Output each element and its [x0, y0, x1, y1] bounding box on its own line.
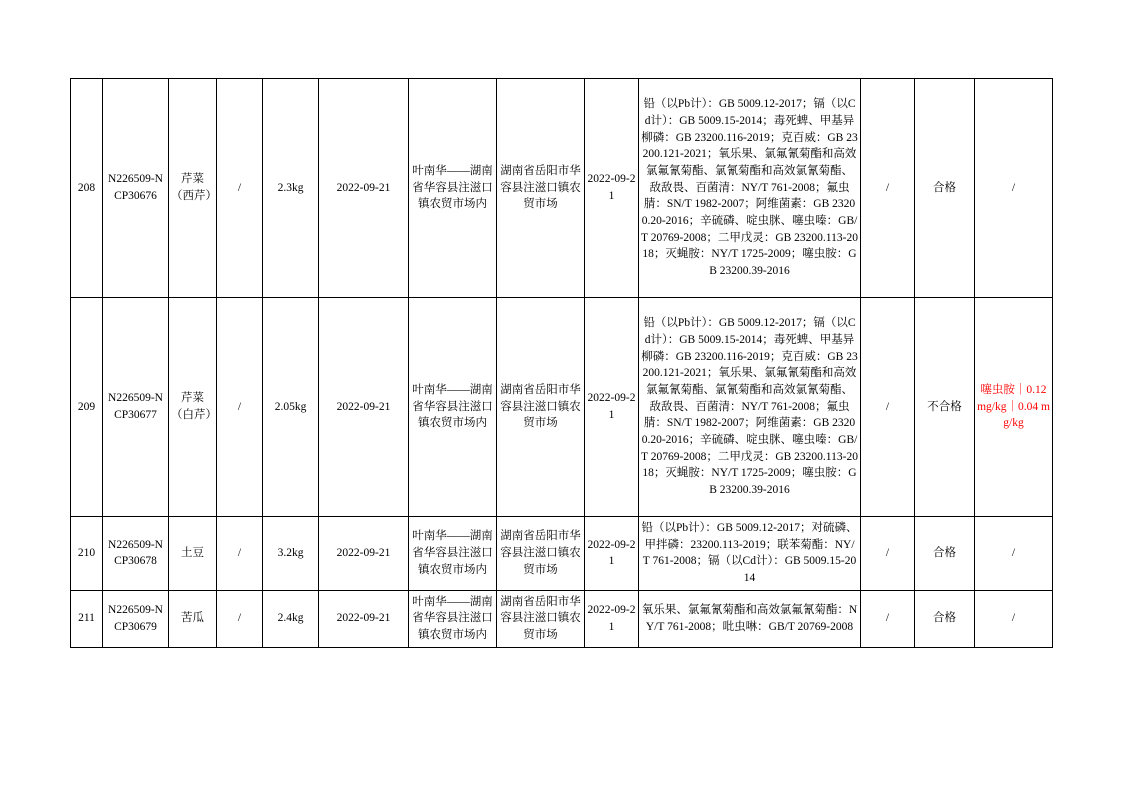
cell-result: 合格 [915, 517, 975, 591]
cell-inspection-items: 铅（以Pb计）：GB 5009.12-2017；镉（以Cd计）：GB 5009.15-2014；毒死蜱、甲基异柳磷：GB 23200.116-2019；克百威：GB 23200.121-2021；氧乐果、氯氟氰菊酯和高效氯氟氰菊酯、氯氰菊酯和高效氯氰菊酯、敌敌畏、百菌清：NY/T 761-2008；氟虫腈：SN/T 1982-2007；阿维菌素：GB 23200.20-2016；辛硫磷、啶虫脒、噻虫嗪：GB/T 20769-2008；二甲戊灵：GB 23200.113-2018；灭蝇胺：NY/T 1725-2009；噻虫胺：GB 23200.39-2016 [639, 298, 861, 517]
cell-seller: 湖南省岳阳市华容县注滋口镇农贸市场 [497, 517, 585, 591]
cell-product-name: 土豆 [169, 517, 217, 591]
cell-product-name: 芹菜（白芹） [169, 298, 217, 517]
cell-report-date: 2022-09-21 [585, 517, 639, 591]
table-row [71, 517, 1053, 591]
cell-blank: / [861, 517, 915, 591]
cell-note: / [975, 79, 1053, 298]
table-row [71, 79, 1053, 298]
cell-blank: / [861, 590, 915, 647]
cell-quantity: 2.05kg [263, 298, 319, 517]
cell-sampling-date: 2022-09-21 [319, 79, 409, 298]
cell-producer: 叶南华——湖南省华容县注滋口镇农贸市场内 [409, 298, 497, 517]
cell-sampling-date: 2022-09-21 [319, 517, 409, 591]
cell-sampling-date: 2022-09-21 [319, 590, 409, 647]
cell-index: 208 [71, 79, 103, 298]
cell-quantity: 2.4kg [263, 590, 319, 647]
cell-report-date: 2022-09-21 [585, 590, 639, 647]
inspection-table [70, 78, 1053, 648]
cell-producer: 叶南华——湖南省华容县注滋口镇农贸市场内 [409, 590, 497, 647]
cell-product-name: 芹菜（西芹） [169, 79, 217, 298]
cell-sample-code: N226509-NCP30679 [103, 590, 169, 647]
cell-sample-code: N226509-NCP30677 [103, 298, 169, 517]
cell-quantity: 2.3kg [263, 79, 319, 298]
cell-sampling-date: 2022-09-21 [319, 298, 409, 517]
cell-blank: / [861, 79, 915, 298]
cell-inspection-items: 铅（以Pb计）：GB 5009.12-2017；镉（以Cd计）：GB 5009.15-2014；毒死蜱、甲基异柳磷：GB 23200.116-2019；克百威：GB 23200.121-2021；氧乐果、氯氟氰菊酯和高效氯氟氰菊酯、氯氰菊酯和高效氯氰菊酯、敌敌畏、百菌清：NY/T 761-2008；氟虫腈：SN/T 1982-2007；阿维菌素：GB 23200.20-2016；辛硫磷、啶虫脒、噻虫嗪：GB/T 20769-2008；二甲戊灵：GB 23200.113-2018；灭蝇胺：NY/T 1725-2009；噻虫胺：GB 23200.39-2016 [639, 79, 861, 298]
cell-producer: 叶南华——湖南省华容县注滋口镇农贸市场内 [409, 79, 497, 298]
cell-inspection-items: 氧乐果、氯氟氰菊酯和高效氯氟氰菊酯：NY/T 761-2008；吡虫啉：GB/T 20769-2008 [639, 590, 861, 647]
cell-producer: 叶南华——湖南省华容县注滋口镇农贸市场内 [409, 517, 497, 591]
cell-quantity: 3.2kg [263, 517, 319, 591]
cell-spec: / [217, 517, 263, 591]
cell-note: 噻虫胺｜0.12 mg/kg｜0.04 mg/kg [975, 298, 1053, 517]
cell-seller: 湖南省岳阳市华容县注滋口镇农贸市场 [497, 79, 585, 298]
cell-seller: 湖南省岳阳市华容县注滋口镇农贸市场 [497, 298, 585, 517]
cell-sample-code: N226509-NCP30676 [103, 79, 169, 298]
table-row [71, 590, 1053, 647]
cell-index: 210 [71, 517, 103, 591]
cell-result: 不合格 [915, 298, 975, 517]
cell-index: 211 [71, 590, 103, 647]
cell-spec: / [217, 298, 263, 517]
cell-result: 合格 [915, 590, 975, 647]
cell-inspection-items: 铅（以Pb计）：GB 5009.12-2017；对硫磷、甲拌磷：23200.113-2019；联苯菊酯：NY/T 761-2008；镉（以Cd计）：GB 5009.15-2014 [639, 517, 861, 591]
cell-report-date: 2022-09-21 [585, 79, 639, 298]
cell-spec: / [217, 590, 263, 647]
cell-result: 合格 [915, 79, 975, 298]
cell-note: / [975, 517, 1053, 591]
cell-seller: 湖南省岳阳市华容县注滋口镇农贸市场 [497, 590, 585, 647]
inspection-table-wrapper [70, 78, 1052, 648]
cell-sample-code: N226509-NCP30678 [103, 517, 169, 591]
cell-spec: / [217, 79, 263, 298]
cell-index: 209 [71, 298, 103, 517]
cell-product-name: 苦瓜 [169, 590, 217, 647]
table-row [71, 298, 1053, 517]
cell-note: / [975, 590, 1053, 647]
cell-blank: / [861, 298, 915, 517]
table-body [71, 79, 1053, 648]
cell-report-date: 2022-09-21 [585, 298, 639, 517]
